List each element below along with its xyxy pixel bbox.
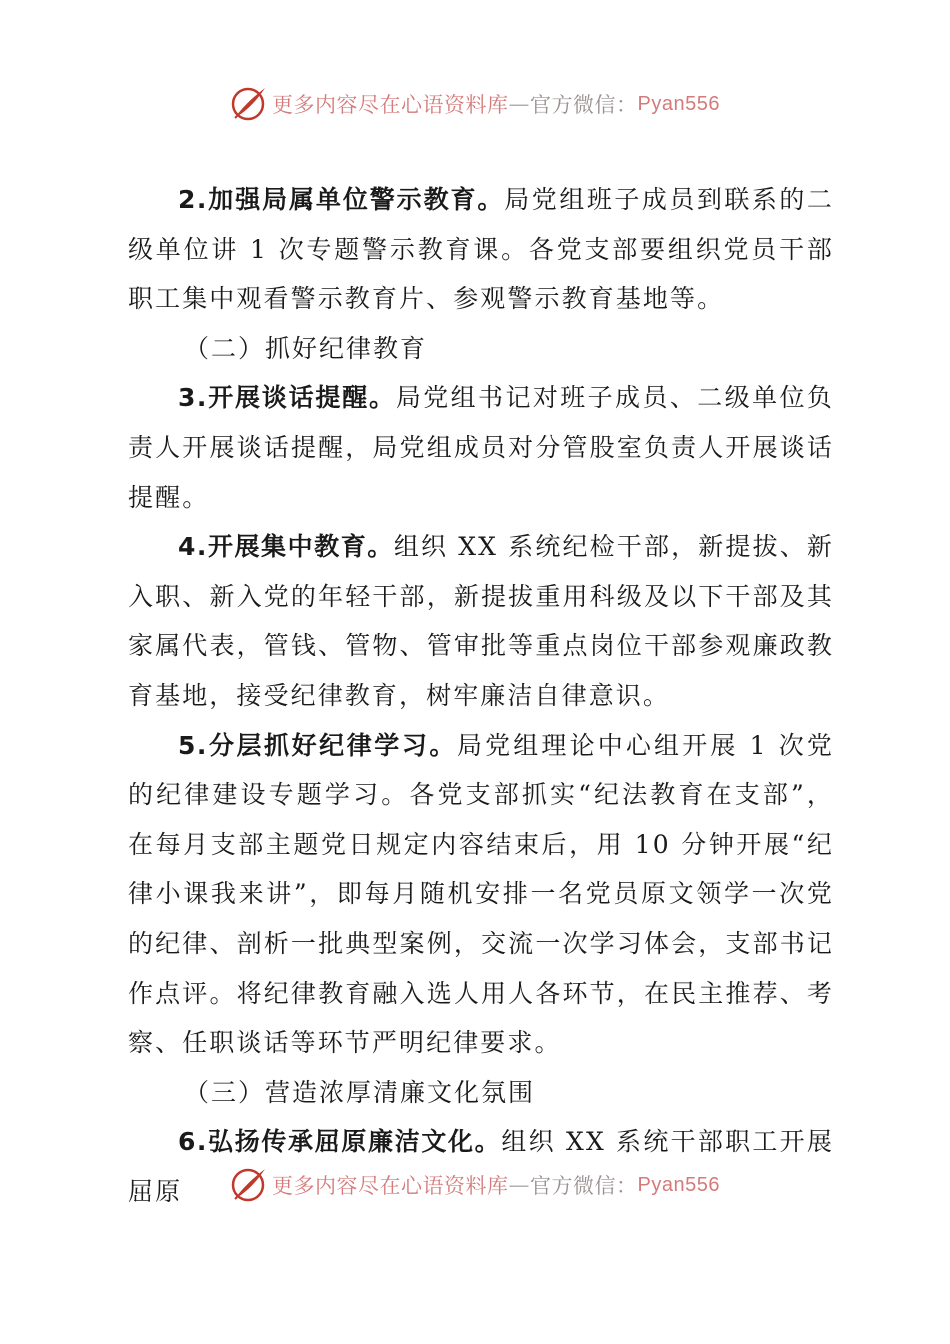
- watermark-brand: 更多内容尽在心语资料库: [272, 93, 509, 117]
- item-text: 局党组班子成员到联系的二级单位讲 1 次专题警示教育课。各党支部要组织党员干部职工集中观看警示教育片、参观警示教育基地等。: [128, 185, 834, 314]
- watermark-brand: 更多内容尽在心语资料库: [272, 1174, 509, 1198]
- item-text: 组织 XX 系统纪检干部，新提拔、新入职、新入党的年轻干部，新提拔重用科级及以下干部及其家属代表，管钱、管物、管审批等重点岗位干部参观廉政教育基地，接受纪律教育，树牢廉洁自律意识。: [128, 532, 834, 710]
- item-lead: 6.弘扬传承屈原廉洁文化。: [178, 1127, 502, 1157]
- document-body: [128, 175, 834, 1216]
- section-heading-3: （三）营造浓厚清廉文化氛围: [184, 1077, 536, 1107]
- watermark-label: 官方微信：: [530, 1174, 638, 1198]
- watermark-wechat-id: Pyan556: [637, 1173, 720, 1196]
- item-text: 局党组理论中心组开展 1 次党的纪律建设专题学习。各党支部抓实“纪法教育在支部”，在每月支部主题党日规定内容结束后，用 10 分钟开展“纪律小课我来讲”，即每月随机安排一名党员原文领学一次党的纪律、剖析一批典型案例，交流一次学习体会，支部书记作点评。将纪律教育融入选人用人各环节，在民主推荐、考察、任职谈话等环节严明纪律要求。: [128, 730, 834, 1058]
- paragraph-item-5: [128, 721, 834, 1068]
- watermark-label: 官方微信：: [530, 93, 638, 117]
- paragraph-item-3: [128, 373, 834, 522]
- section-heading-2: （二）抓好纪律教育: [184, 333, 428, 363]
- item-lead: 4.开展集中教育。: [178, 532, 394, 562]
- item-lead: 3.开展谈话提醒。: [178, 383, 396, 413]
- footer-watermark: [228, 1165, 720, 1205]
- watermark-separator: —: [508, 92, 530, 116]
- item-lead: 5.分层抓好纪律学习。: [178, 730, 457, 760]
- paragraph-item-2: [128, 175, 834, 324]
- quill-logo-icon: [228, 84, 270, 124]
- paragraph-item-4: [128, 522, 834, 720]
- header-watermark: [228, 84, 720, 124]
- item-text: 局党组书记对班子成员、二级单位负责人开展谈话提醒，局党组成员对分管股室负责人开展谈话提醒。: [128, 383, 834, 512]
- item-lead: 2.加强局属单位警示教育。: [178, 185, 505, 214]
- item-text: 组织 XX 系统干部职工开展屈原: [128, 1127, 834, 1206]
- watermark-wechat-id: Pyan556: [637, 92, 720, 115]
- quill-logo-icon: [228, 1165, 270, 1205]
- watermark-separator: —: [508, 1173, 530, 1197]
